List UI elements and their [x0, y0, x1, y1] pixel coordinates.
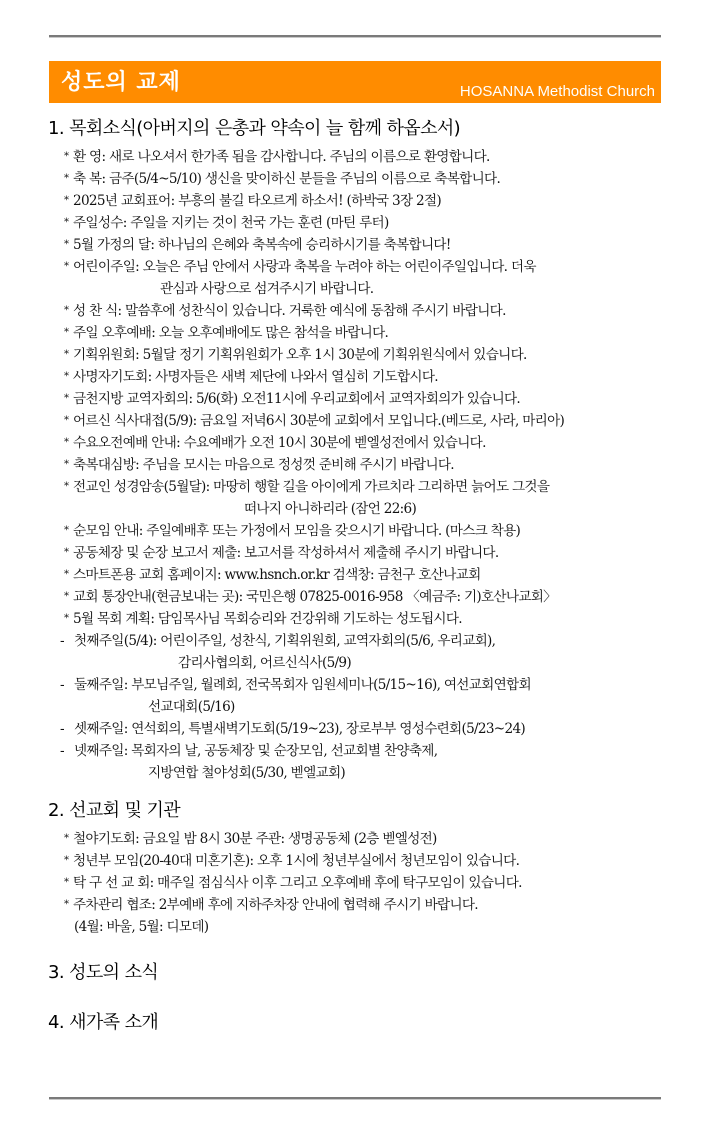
dash-icon: -: [60, 677, 64, 693]
asterisk-bullet-icon: *: [64, 877, 69, 888]
item-text: 탁 구 선 교 회: 매주일 점심식사 이후 그리고 오후예배 후에 탁구모임이 있습니다.: [73, 875, 522, 891]
list-item: [48, 608, 688, 630]
asterisk-bullet-icon: *: [64, 239, 69, 250]
item-text: 기획위원회: 5월달 정기 기획위원회가 오후 1시 30분에 기획위원식에서 있습니다.: [73, 347, 527, 363]
bulletin-content: [48, 114, 688, 1038]
asterisk-bullet-icon: *: [64, 151, 69, 162]
item-text: 첫째주일(5/4): 어린이주일, 성찬식, 기획위원회, 교역자회의(5/6, 우리교회),: [74, 633, 496, 649]
item-text: 넷째주일: 목회자의 날, 공동체장 및 순장모임, 선교회별 찬양축제,: [74, 743, 438, 759]
item-text-continued: 감리사협의회, 어르신식사(5/9): [178, 655, 351, 671]
item-text: 5월 가정의 달: 하나님의 은혜와 축복속에 승리하시기를 축복합니다!: [73, 237, 451, 253]
item-text: 주일 오후예배: 오늘 오후예배에도 많은 참석을 바랍니다.: [73, 325, 389, 341]
item-text: 둘째주일: 부모님주일, 월례회, 전국목회자 임원세미나(5/15~16), 여선교회연합회: [74, 677, 531, 693]
item-text: 교회 통장안내(현금보내는 곳): 국민은행 07825-0016-958 〈예금주: 기)호산나교회〉: [73, 589, 557, 605]
asterisk-bullet-icon: *: [64, 569, 69, 580]
weekly-plan-item: [48, 674, 688, 718]
item-text: 주일성수: 주일을 지키는 것이 천국 가는 훈련 (마틴 루터): [73, 215, 389, 231]
list-item: [48, 322, 688, 344]
list-item: [48, 344, 688, 366]
asterisk-bullet-icon: *: [64, 217, 69, 228]
dash-icon: -: [60, 633, 64, 649]
item-text: 축 복: 금주(5/4~5/10) 생신을 맞이하신 분들을 주님의 이름으로 축복합니다.: [73, 171, 501, 187]
asterisk-bullet-icon: *: [64, 833, 69, 844]
weekly-plan-item: [48, 718, 688, 740]
section-pastoral-news: [48, 114, 688, 784]
asterisk-bullet-icon: *: [64, 195, 69, 206]
list-item: [48, 894, 688, 916]
list-item: [48, 454, 688, 476]
list-item: [48, 828, 688, 850]
item-text: 어르신 식사대접(5/9): 금요일 저녁6시 30분에 교회에서 모입니다.(베드로, 사라, 마리아): [73, 413, 565, 429]
item-text: 순모임 안내: 주일예배후 또는 가정에서 모임을 갖으시기 바랍니다. (마스크 착용): [73, 523, 521, 539]
bottom-divider: [49, 1097, 661, 1100]
asterisk-bullet-icon: *: [64, 393, 69, 404]
page-title: 성도의 교제: [61, 70, 181, 95]
asterisk-bullet-icon: *: [64, 349, 69, 360]
list-item: [48, 872, 688, 894]
asterisk-bullet-icon: *: [64, 173, 69, 184]
weekly-plan-item: [48, 740, 688, 784]
item-text-continued: 지방연합 철야성회(5/30, 벧엘교회): [148, 765, 345, 781]
asterisk-bullet-icon: *: [64, 459, 69, 470]
item-text: 공동체장 및 순장 보고서 제출: 보고서를 작성하셔서 제출해 주시기 바랍니다.: [73, 545, 499, 561]
item-text: 철야기도회: 금요일 밤 8시 30분 주관: 생명공동체 (2층 벧엘성전): [73, 831, 437, 847]
item-text: 수요오전예배 안내: 수요예배가 오전 10시 30분에 벧엘성전에서 있습니다.: [73, 435, 486, 451]
item-text: 성 찬 식: 말씀후에 성찬식이 있습니다. 거룩한 예식에 동참해 주시기 바랍니다.: [73, 303, 506, 319]
dash-icon: -: [60, 721, 64, 737]
list-item: [48, 190, 688, 212]
item-text-continued: 관심과 사랑으로 섬겨주시기 바랍니다.: [160, 281, 374, 297]
missions-list: [48, 828, 688, 916]
item-text: 5월 목회 계획: 담임목사님 목회승리와 건강위해 기도하는 성도됩시다.: [73, 611, 462, 627]
asterisk-bullet-icon: *: [64, 437, 69, 448]
list-item: [48, 256, 688, 300]
top-divider: [49, 35, 661, 38]
list-item: [48, 564, 688, 586]
list-item: [48, 234, 688, 256]
item-text: 셋째주일: 연석회의, 특별새벽기도회(5/19~23), 장로부부 영성수련회(5/23~24): [74, 721, 526, 737]
news-list: [48, 146, 688, 784]
item-text-continued: 선교대회(5/16): [148, 699, 235, 715]
item-text: 환 영: 새로 나오셔서 한가족 됨을 감사합니다. 주님의 이름으로 환영합니다.: [73, 149, 490, 165]
section-title: 1. 목회소식(아버지의 은총과 약속이 늘 함께 하옵소서): [48, 118, 461, 139]
asterisk-bullet-icon: *: [64, 547, 69, 558]
weekly-plan-item: [48, 630, 688, 674]
asterisk-bullet-icon: *: [64, 591, 69, 602]
item-text: 금천지방 교역자회의: 5/6(화) 오전11시에 우리교회에서 교역자회의가 있습니다.: [73, 391, 521, 407]
list-item: [48, 212, 688, 234]
list-item: [48, 476, 688, 520]
item-text: 사명자기도회: 사명자들은 새벽 제단에 나와서 열심히 기도합시다.: [73, 369, 438, 385]
list-item: [48, 146, 688, 168]
list-item: [48, 586, 688, 608]
asterisk-bullet-icon: *: [64, 899, 69, 910]
dash-icon: -: [60, 743, 64, 759]
list-item: [48, 432, 688, 454]
asterisk-bullet-icon: *: [64, 371, 69, 382]
page-banner: [49, 61, 661, 103]
item-text: 축복대심방: 주님을 모시는 마음으로 정성껏 준비해 주시기 바랍니다.: [73, 457, 454, 473]
list-item: [48, 410, 688, 432]
asterisk-bullet-icon: *: [64, 481, 69, 492]
list-item: [48, 168, 688, 190]
list-item: [48, 542, 688, 564]
item-text: 어린이주일: 오늘은 주님 안에서 사랑과 축복을 누려야 하는 어린이주일입니다. 더욱: [73, 259, 536, 275]
list-item: [48, 850, 688, 872]
asterisk-bullet-icon: *: [64, 305, 69, 316]
item-text-continued: 떠나지 아니하리라 (잠언 22:6): [244, 501, 417, 517]
asterisk-bullet-icon: *: [64, 415, 69, 426]
asterisk-bullet-icon: *: [64, 525, 69, 536]
asterisk-bullet-icon: *: [64, 261, 69, 272]
item-text: 청년부 모임(20-40대 미혼기혼): 오후 1시에 청년부실에서 청년모임이 있습니다.: [73, 853, 520, 869]
list-item: [48, 366, 688, 388]
list-item: [48, 300, 688, 322]
item-text: 2025년 교회표어: 부흥의 불길 타오르게 하소서! (하박국 3장 2절): [73, 193, 442, 209]
list-item: [48, 520, 688, 542]
asterisk-bullet-icon: *: [64, 855, 69, 866]
list-item: [48, 388, 688, 410]
section-new-family: 4. 새가족 소개: [48, 1012, 159, 1033]
section-title: 2. 선교회 및 기관: [48, 800, 181, 821]
parking-schedule-note: (4월: 바울, 5월: 디모데): [74, 919, 209, 935]
section-member-news: 3. 성도의 소식: [48, 962, 159, 983]
church-name: HOSANNA Methodist Church: [459, 83, 655, 100]
item-text: 스마트폰용 교회 홈페이지: www.hsnch.or.kr 검색창: 금천구 호산나교회: [73, 567, 481, 583]
section-missions: [48, 796, 688, 938]
asterisk-bullet-icon: *: [64, 327, 69, 338]
item-text: 주차관리 협조: 2부예배 후에 지하주차장 안내에 협력해 주시기 바랍니다.: [73, 897, 478, 913]
asterisk-bullet-icon: *: [64, 613, 69, 624]
item-text: 전교인 성경암송(5월달): 마땅히 행할 길을 아이에게 가르치라 그리하면 늙어도 그것을: [73, 479, 550, 495]
